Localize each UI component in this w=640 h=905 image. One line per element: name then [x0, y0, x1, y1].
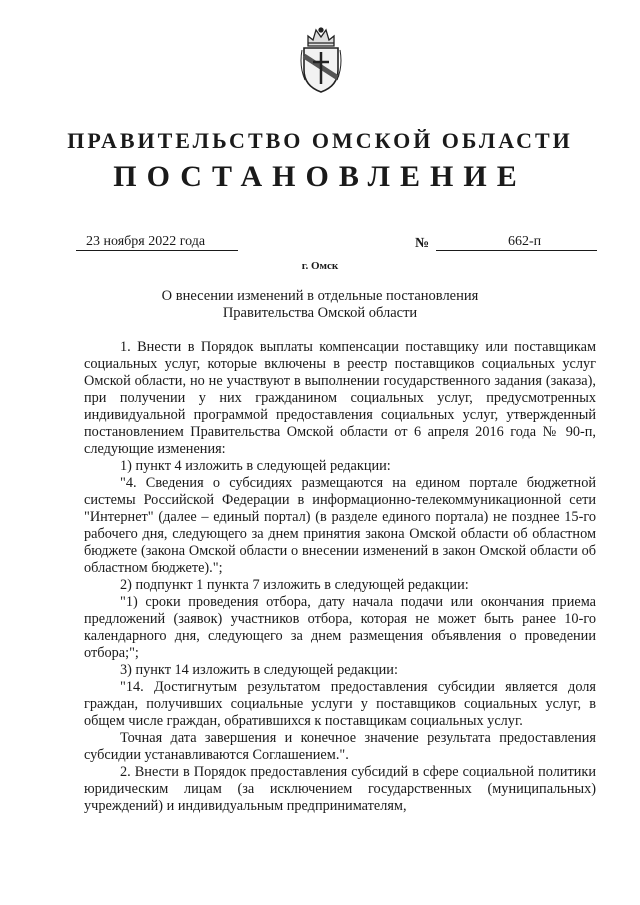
paragraph: 2) подпункт 1 пункта 7 изложить в следующей редакции:	[120, 577, 469, 593]
paragraph: "14. Достигнутым результатом предоставления субсидии является доля граждан, получивших социальные услуги у поставщиков социальных услуг, в общем числе граждан, обратившихся к поставщикам социальных услуг.	[84, 679, 596, 729]
document-type: ПОСТАНОВЛЕНИЕ	[113, 160, 527, 193]
paragraph: 3) пункт 14 изложить в следующей редакции:	[120, 662, 398, 678]
paragraph: "4. Сведения о субсидиях размещаются на едином портале бюджетной системы Российской Федерации в информационно-телекоммуникационной сети "Интернет" (далее – единый портал) (в разделе единого портала) не позднее 15-го рабочего дня, следующего за днем принятия закона Омской области об областном бюджете (закона Омской области о внесении изменений в закон Омской области об областном бюджете).";	[84, 475, 596, 576]
paragraph: 1. Внести в Порядок выплаты компенсации поставщику или поставщикам социальных услуг, которые включены в реестр поставщиков социальных услуг Омской области, но не участвуют в выполнении государственного задания (заказа), при получении у них гражданином социальных услуг, предусмотренных индивидуальной программой предоставления социальных услуг, утвержденный постановлением Правительства Омской области от 6 апреля 2016 года № 90-п, следующие изменения:	[84, 339, 596, 457]
document-date: 23 ноября 2022 года	[76, 234, 238, 251]
document-body	[84, 339, 596, 815]
document-title-line-1: О внесении изменений в отдельные постановления	[161, 288, 479, 304]
document-title	[120, 288, 520, 322]
paragraph: Точная дата завершения и конечное значение результата предоставления субсидии устанавливаются Соглашением.".	[84, 730, 596, 763]
government-name: ПРАВИТЕЛЬСТВО ОМСКОЙ ОБЛАСТИ	[67, 128, 573, 153]
paragraph: 1) пункт 4 изложить в следующей редакции:	[120, 458, 391, 474]
document-title-line-2: Правительства Омской области	[222, 305, 418, 321]
paragraph: 2. Внести в Порядок предоставления субсидий в сфере социальной политики юридическим лицам (за исключением государственных (муниципальных) учреждений) и индивидуальным предпринимателям,	[84, 764, 596, 814]
number-sign: №	[415, 236, 430, 251]
city: г. Омск	[301, 260, 339, 272]
omsk-region-coat-of-arms-icon	[299, 26, 343, 94]
paragraph: "1) сроки проведения отбора, дату начала подачи или окончания приема предложений (заявок) участников отбора, которая не может быть ранее 10-го календарного дня, следующего за днем размещения объявления о проведении отбора;";	[84, 594, 596, 661]
document-number: 662-п	[436, 234, 597, 251]
